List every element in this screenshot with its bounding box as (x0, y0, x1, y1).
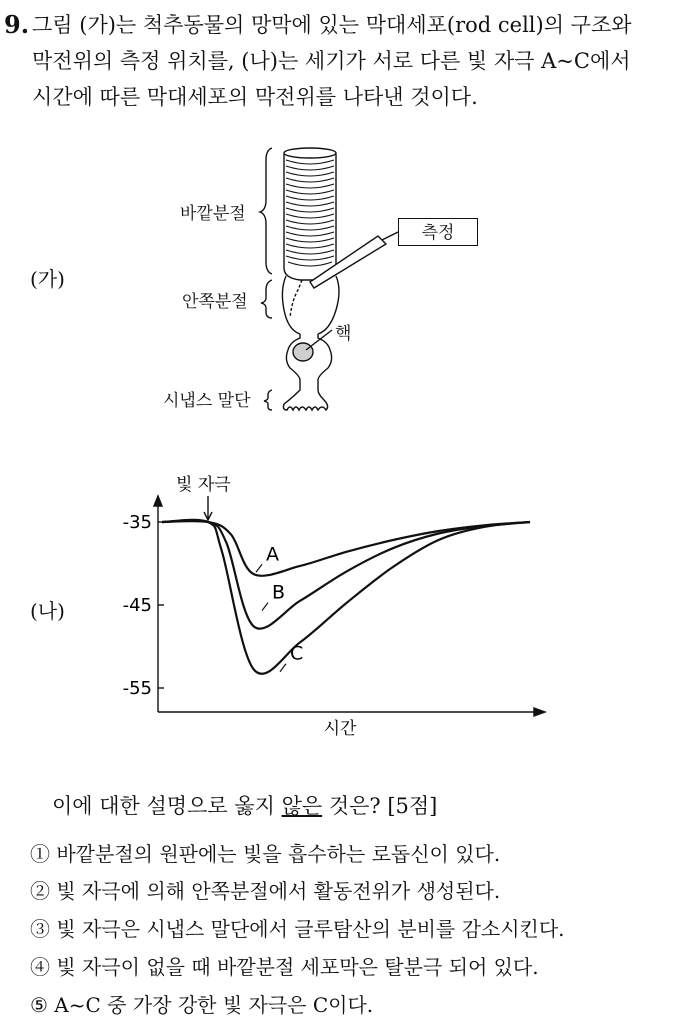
label-inner-segment: 안쪽분절 (182, 292, 248, 312)
outer-segment-top (284, 148, 336, 158)
stimulus-annotation: 빛 자극 (176, 475, 231, 495)
panel-label-a: (가) (30, 267, 65, 291)
nucleus (293, 343, 313, 361)
series-line-C (162, 520, 530, 674)
panel-label-b: (나) (30, 599, 65, 623)
question-line-1: 그림 (가)는 척추동물의 망막에 있는 막대세포(rod cell)의 구조와 (32, 13, 632, 37)
bracket-outer-segment (260, 148, 272, 274)
question-line-3: 시간에 따른 막대세포의 막전위를 나타낸 것이다. (32, 85, 478, 109)
choice-4[interactable]: ④ 빛 자극이 없을 때 바깥분절 세포막은 탈분극 되어 있다. (30, 955, 539, 979)
series-label-C: C (290, 642, 304, 665)
prompt-after: 것은? [5점] (322, 794, 438, 818)
label-measurement-box: 측정 (398, 218, 478, 246)
choice-1[interactable]: ① 바깥분절의 원판에는 빛을 흡수하는 로돕신이 있다. (30, 842, 501, 866)
connecting-cilium (290, 280, 302, 318)
series-leader-C (280, 664, 286, 672)
y-tick-label: -35 (122, 512, 152, 533)
stimulus-arrow (204, 496, 212, 520)
question-line-2: 막전위의 측정 위치를, (나)는 세기가 서로 다른 빛 자극 A~C에서 (32, 49, 631, 73)
series-label-B: B (272, 581, 286, 604)
choice-2[interactable]: ② 빛 자극에 의해 안쪽분절에서 활동전위가 생성된다. (30, 879, 501, 903)
bracket-synaptic (264, 390, 272, 410)
prompt-before: 이에 대한 설명으로 옳지 (52, 794, 282, 818)
outer-segment-body (284, 154, 336, 280)
series-label-A: A (266, 543, 279, 566)
label-outer-segment: 바깥분절 (180, 204, 246, 224)
question-number: 9. (4, 10, 30, 39)
x-axis-label: 시간 (323, 719, 357, 739)
series-leader-A (256, 564, 262, 572)
y-axis-arrow (154, 496, 162, 506)
label-nucleus: 핵 (335, 324, 352, 344)
synaptic-terminal-shape (283, 380, 327, 410)
y-tick-label: -55 (122, 678, 152, 699)
rod-cell-diagram (0, 0, 700, 420)
disc-stack (286, 160, 334, 266)
choice-5[interactable]: ⑤ A~C 중 가장 강한 빛 자극은 C이다. (30, 993, 374, 1017)
answer-prompt (52, 790, 437, 820)
y-tick-label: -45 (122, 595, 152, 616)
prompt-underlined: 않은 (281, 794, 323, 818)
choice-3[interactable]: ③ 빛 자극은 시냅스 말단에서 글루탐산의 분비를 감소시킨다. (30, 917, 565, 941)
bracket-inner-segment (261, 280, 272, 318)
electrode (310, 236, 386, 288)
label-synaptic-terminal: 시냅스 말단 (163, 391, 251, 411)
electrode-leader (382, 232, 398, 240)
inner-segment-body (282, 276, 339, 334)
series-leader-B (262, 603, 268, 611)
membrane-potential-chart (0, 440, 700, 760)
x-axis-arrow (534, 708, 545, 716)
